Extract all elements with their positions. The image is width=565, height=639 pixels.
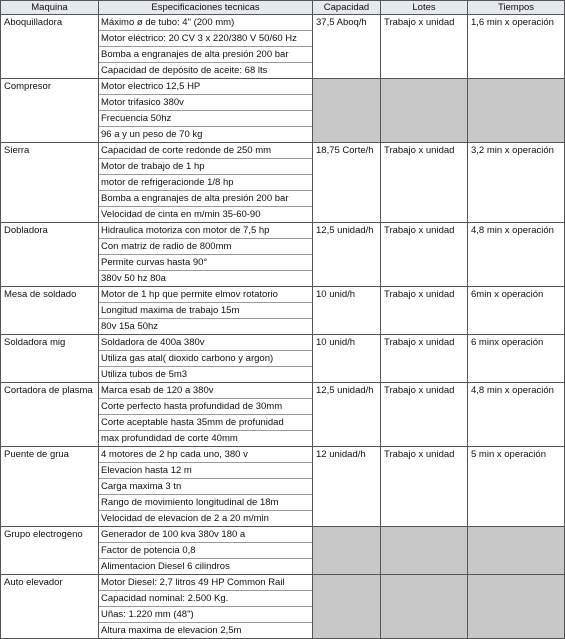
especificaciones-cell [99,575,313,639]
maquina-cell: Dobladora [1,223,99,287]
table-row [1,15,565,79]
spec-line: Marca esab de 120 a 380v [101,385,214,396]
table-row [1,447,565,527]
maquina-cell: Mesa de soldado [1,287,99,335]
lotes-cell [381,575,468,639]
table-row [1,575,565,639]
especificaciones-cell [99,223,313,287]
maquina-cell: Cortadora de plasma [1,383,99,447]
spec-line: Motor eléctrico: 20 CV 3 x 220/380 V 50/60 Hz [99,30,312,46]
spec-line: Velocidad de cinta en m/min 35-60-90 [99,206,312,222]
maquina-cell: Aboquilladora [1,15,99,79]
spec-line: Motor trifasico 380v [99,94,312,110]
capacidad-cell: 18,75 Corte/h [313,143,381,223]
capacidad-cell: 10 unid/h [313,335,381,383]
capacidad-cell [313,79,381,143]
table-row [1,335,565,383]
spec-line: Velocidad de elevacion de 2 a 20 m/min [99,510,312,526]
spec-line: Motor de 1 hp que permite elmov rotatorio [101,289,278,300]
tiempos-cell: 4,8 min x operación [468,223,565,287]
capacidad-cell: 12,5 unidad/h [313,223,381,287]
spec-line: Frecuencia 50hz [99,110,312,126]
spec-line: Motor electrico 12,5 HP [101,81,201,92]
especificaciones-cell [99,527,313,575]
maquina-cell: Sierra [1,143,99,223]
table-row [1,383,565,447]
spec-line: Utiliza tubos de 5m3 [99,366,312,382]
capacidad-cell: 12 unidad/h [313,447,381,527]
especificaciones-cell [99,335,313,383]
spec-line: Capacidad de corte redonde de 250 mm [101,145,272,156]
spec-line: 4 motores de 2 hp cada uno, 380 v [101,449,248,460]
maquina-cell: Compresor [1,79,99,143]
spec-line: Rango de movimiento longitudinal de 18m [99,494,312,510]
spec-line: max profundidad de corte 40mm [99,430,312,446]
lotes-cell [381,527,468,575]
tiempos-cell: 6 minx operación [468,335,565,383]
lotes-cell: Trabajo x unidad [381,143,468,223]
spec-line: Corte aceptable hasta 35mm de profunidad [99,414,312,430]
lotes-cell [381,79,468,143]
spec-line: Altura maxima de elevacion 2,5m [99,622,312,638]
spec-line: Hidraulica motoriza con motor de 7,5 hp [101,225,270,236]
lotes-cell: Trabajo x unidad [381,335,468,383]
tiempos-cell: 3,2 min x operación [468,143,565,223]
especificaciones-cell [99,15,313,79]
spec-line: Bomba a engranajes de alta presión 200 bar [99,46,312,62]
header-capacidad: Capacidad [313,1,381,15]
spec-line: Factor de potencia 0,8 [99,542,312,558]
lotes-cell: Trabajo x unidad [381,287,468,335]
spec-line: Capacidad de depósito de aceite: 68 lts [99,62,312,78]
capacidad-cell: 37,5 Aboq/h [313,15,381,79]
spec-line: Permite curvas hasta 90° [99,254,312,270]
table-row [1,223,565,287]
capacidad-cell [313,575,381,639]
spec-line: Generador de 100 kva 380v 180 a [101,529,246,540]
table-body [1,15,565,639]
maquina-cell: Grupo electrogeno [1,527,99,575]
table-row [1,287,565,335]
table-row [1,143,565,223]
table-row [1,527,565,575]
table-header-row [1,1,565,15]
especificaciones-cell [99,79,313,143]
maquina-cell: Puente de grua [1,447,99,527]
lotes-cell: Trabajo x unidad [381,15,468,79]
spec-line: Motor Diesel: 2,7 litros 49 HP Common Rail [101,577,285,588]
spec-line: Elevacion hasta 12 m [99,462,312,478]
tiempos-cell: 5 min x operación [468,447,565,527]
tiempos-cell: 4,8 min x operación [468,383,565,447]
especificaciones-cell [99,143,313,223]
header-lotes: Lotes [381,1,468,15]
spec-line: Uñas: 1.220 mm (48") [99,606,312,622]
spec-line: Motor de trabajo de 1 hp [99,158,312,174]
capacidad-cell: 12,5 unidad/h [313,383,381,447]
tiempos-cell [468,79,565,143]
spec-line: 80v 15a 50hz [99,318,312,334]
spec-line: Máximo ø de tubo: 4" (200 mm) [101,17,235,28]
maquina-cell: Soldadora mig [1,335,99,383]
especificaciones-cell [99,383,313,447]
spec-line: Longitud maxima de trabajo 15m [99,302,312,318]
spec-line: Soldadora de 400a 380v [101,337,205,348]
tiempos-cell [468,575,565,639]
maquina-cell: Auto elevador [1,575,99,639]
lotes-cell: Trabajo x unidad [381,223,468,287]
especificaciones-cell [99,287,313,335]
header-especificaciones: Especificaciones tecnicas [99,1,313,15]
lotes-cell: Trabajo x unidad [381,383,468,447]
capacidad-cell [313,527,381,575]
tiempos-cell [468,527,565,575]
lotes-cell: Trabajo x unidad [381,447,468,527]
spec-line: Carga maxima 3 tn [99,478,312,494]
spec-line: Capacidad nominal: 2.500 Kg. [99,590,312,606]
spec-line: 380v 50 hz 80a [99,270,312,286]
table-row [1,79,565,143]
spec-line: 96 a y un peso de 70 kg [99,126,312,142]
spec-line: Corte perfecto hasta profundidad de 30mm [99,398,312,414]
spec-line: Alimentacion Diesel 6 cilindros [99,558,312,574]
spec-line: Bomba a engranajes de alta presión 200 bar [99,190,312,206]
spec-line: motor de refrigeracionde 1/8 hp [99,174,312,190]
spec-line: Con matriz de radio de 800mm [99,238,312,254]
capacidad-cell: 10 unid/h [313,287,381,335]
spec-line: Utiliza gas atal( dioxido carbono y argon) [99,350,312,366]
tiempos-cell: 1,6 min x operación [468,15,565,79]
tiempos-cell: 6min x operación [468,287,565,335]
header-tiempos: Tiempos [468,1,565,15]
especificaciones-cell [99,447,313,527]
header-maquina: Maquina [1,1,99,15]
